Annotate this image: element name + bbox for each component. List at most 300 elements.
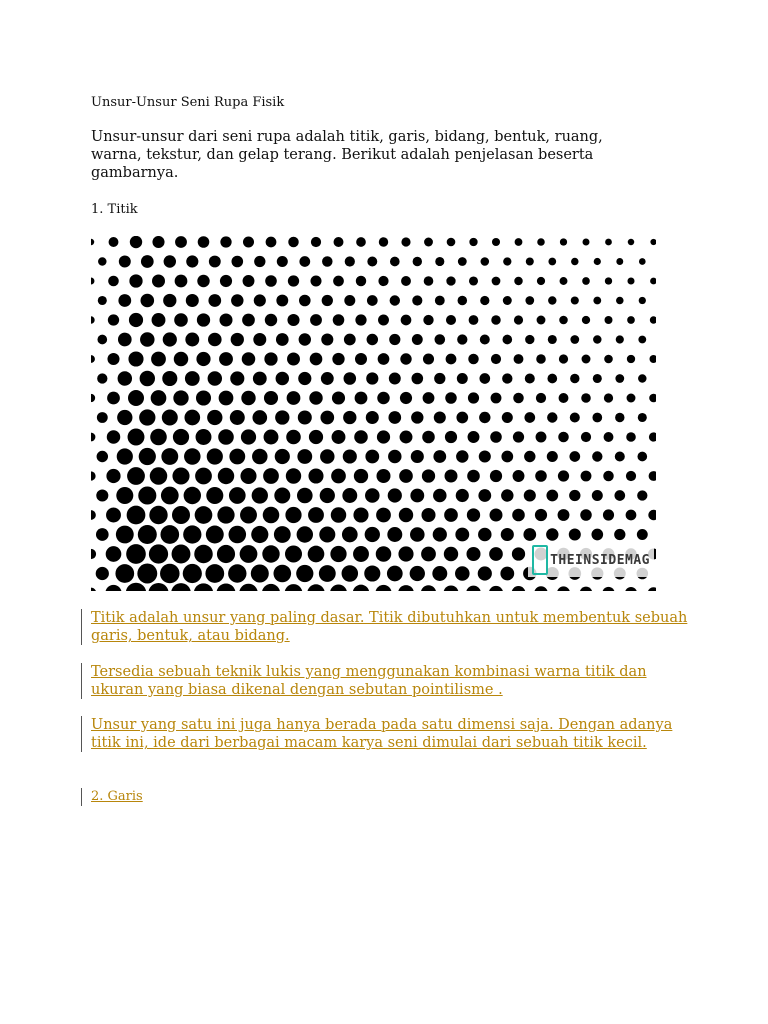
halftone-dot — [502, 412, 513, 423]
halftone-dot — [217, 584, 236, 591]
halftone-dot — [480, 335, 490, 345]
halftone-dot — [296, 565, 313, 582]
halftone-dot — [526, 257, 534, 265]
halftone-dot — [321, 333, 333, 345]
halftone-dot — [388, 488, 402, 502]
halftone-dot — [219, 391, 234, 406]
halftone-dot — [126, 544, 146, 564]
halftone-dot — [152, 275, 165, 288]
halftone-dot — [411, 373, 423, 385]
halftone-dot — [229, 487, 246, 504]
halftone-dot — [311, 237, 321, 247]
halftone-dot — [638, 374, 646, 382]
halftone-dot — [400, 392, 412, 404]
halftone-dot — [378, 315, 389, 326]
halftone-dot — [298, 372, 311, 385]
intro-paragraph: Unsur-unsur dari seni rupa adalah titik, garis, bidang, bentuk, ruang, warna, tekstur, dan gelap terang. Berikut adalah penjelasan beserta gambarnya. — [91, 129, 603, 181]
halftone-dot — [108, 314, 119, 325]
halftone-dot — [126, 583, 147, 591]
halftone-dot — [478, 566, 492, 580]
halftone-dot — [297, 488, 313, 504]
halftone-dot — [649, 471, 656, 481]
halftone-dot — [367, 334, 378, 345]
halftone-dot — [410, 527, 425, 542]
halftone-dot — [558, 432, 569, 443]
halftone-dot — [265, 314, 277, 326]
halftone-dot — [615, 451, 625, 461]
halftone-dot — [343, 449, 357, 463]
halftone-dot — [172, 467, 189, 484]
halftone-dot — [332, 391, 345, 404]
halftone-dot — [161, 487, 179, 505]
halftone-dot — [433, 450, 446, 463]
halftone-dot — [480, 296, 489, 305]
halftone-dot — [197, 275, 209, 287]
halftone-dot — [603, 471, 614, 482]
halftone-dot — [558, 509, 570, 521]
halftone-dot — [184, 487, 201, 504]
halftone-dot — [445, 431, 457, 443]
halftone-dot — [469, 238, 477, 246]
halftone-dot — [605, 277, 612, 284]
halftone-dot — [628, 239, 634, 245]
halftone-dot — [307, 584, 324, 591]
halftone-dot — [582, 277, 590, 285]
halftone-dot — [525, 296, 534, 305]
halftone-dot — [649, 432, 656, 441]
halftone-dot — [150, 467, 167, 484]
halftone-dot — [276, 333, 289, 346]
halftone-dot — [320, 411, 334, 425]
halftone-dot — [197, 313, 210, 326]
halftone-dot — [208, 294, 221, 307]
halftone-dot — [91, 239, 94, 245]
halftone-dot — [616, 335, 624, 343]
halftone-dot — [130, 236, 142, 248]
halftone-dot — [322, 295, 333, 306]
halftone-dot — [217, 545, 235, 563]
halftone-dot — [194, 583, 213, 591]
halftone-dot — [536, 432, 547, 443]
halftone-dot — [185, 371, 200, 386]
halftone-dot — [501, 489, 513, 501]
halftone-dot — [119, 256, 131, 268]
halftone-dot — [614, 490, 625, 501]
halftone-dot — [501, 528, 514, 541]
halftone-dot — [525, 373, 535, 383]
halftone-dot — [446, 354, 457, 365]
halftone-dot — [149, 506, 167, 524]
halftone-dot — [140, 332, 155, 347]
halftone-dot — [455, 528, 469, 542]
halftone-dot — [525, 335, 534, 344]
halftone-dot — [458, 257, 467, 266]
halftone-dot — [97, 335, 107, 345]
halftone-dot — [423, 353, 434, 364]
halftone-dot — [424, 276, 434, 286]
halftone-dot — [355, 392, 368, 405]
halftone-dot — [390, 295, 400, 305]
halftone-dot — [218, 468, 234, 484]
halftone-dot — [605, 316, 613, 324]
halftone-dot — [367, 295, 378, 306]
halftone-dot — [308, 507, 324, 523]
halftone-dot — [139, 448, 156, 465]
halftone-dot — [138, 486, 156, 504]
halftone-dot — [264, 430, 279, 445]
halftone-dot — [91, 316, 95, 323]
halftone-dot — [343, 411, 356, 424]
halftone-dot — [162, 410, 178, 426]
halftone-dot — [594, 258, 601, 265]
halftone-dot — [412, 295, 422, 305]
halftone-dot — [321, 372, 334, 385]
halftone-dot — [650, 239, 656, 245]
halftone-dot — [492, 277, 501, 286]
halftone-dot — [285, 507, 301, 523]
halftone-dot — [345, 256, 355, 266]
link-text-dimensi[interactable]: Unsur yang satu ini juga hanya berada pada satu dimensi saja. Dengan adanya titik ini, ide dari berbagai macam karya seni dimulai dari sebuah titik kecil. — [91, 717, 673, 751]
halftone-dot — [320, 449, 334, 463]
halftone-dot — [332, 430, 346, 444]
halftone-dot — [228, 564, 246, 582]
halftone-dot — [105, 585, 121, 591]
halftone-dot — [479, 450, 491, 462]
link-text-garis[interactable]: 2. Garis — [91, 789, 143, 804]
halftone-dot — [97, 451, 108, 462]
halftone-dot — [648, 587, 656, 591]
halftone-dot — [353, 507, 368, 522]
watermark-text: THEINSIDEMAG — [550, 552, 650, 568]
halftone-dot — [219, 313, 232, 326]
halftone-dot — [479, 373, 490, 384]
halftone-dot — [183, 525, 201, 543]
halftone-dot — [455, 566, 470, 581]
halftone-dot — [491, 315, 500, 324]
halftone-dot — [141, 255, 154, 268]
halftone-dot — [163, 294, 176, 307]
halftone-dot — [230, 410, 245, 425]
halftone-dot — [583, 239, 590, 246]
phone-logo-icon — [532, 545, 548, 575]
halftone-dot — [468, 392, 479, 403]
halftone-dot — [164, 255, 176, 267]
halftone-dot — [243, 236, 254, 247]
halftone-dot — [377, 430, 390, 443]
halftone-dot — [379, 237, 388, 246]
halftone-dot — [334, 237, 344, 247]
halftone-dot — [106, 546, 122, 562]
halftone-dot — [537, 316, 546, 325]
halftone-dot — [502, 373, 512, 383]
halftone-dot — [457, 373, 468, 384]
halftone-dot — [639, 297, 646, 304]
halftone-dot — [534, 586, 548, 591]
halftone-dot — [637, 452, 647, 462]
halftone-dot — [446, 276, 455, 285]
halftone-dot — [637, 490, 647, 500]
halftone-dot — [186, 255, 198, 267]
halftone-dot — [570, 412, 580, 422]
halftone-dot — [218, 429, 234, 445]
halftone-dot — [444, 508, 458, 522]
halftone-dot — [366, 372, 378, 384]
halftone-dot — [604, 393, 613, 402]
halftone-dot — [491, 393, 502, 404]
halftone-dot — [434, 373, 445, 384]
halftone-dot — [501, 451, 513, 463]
halftone-dot — [277, 256, 288, 267]
halftone-dot — [97, 412, 108, 423]
halftone-dot — [254, 294, 266, 306]
halftone-dot — [423, 392, 435, 404]
halftone-dot — [91, 433, 95, 442]
halftone-dot — [387, 566, 403, 582]
halftone-dot — [398, 546, 413, 561]
link-text-pointilisme[interactable]: Tersedia sebuah teknik lukis yang menggunakan kombinasi warna titik dan ukuran yang biasa dikenal dengan sebutan pointilisme . — [91, 664, 647, 698]
halftone-dot — [524, 451, 535, 462]
halftone-dot — [333, 276, 344, 287]
halftone-dot — [308, 468, 323, 483]
halftone-dot — [512, 547, 525, 560]
halftone-dot — [503, 257, 511, 265]
halftone-dot — [273, 565, 291, 583]
halftone-dot — [580, 587, 593, 591]
halftone-dot — [139, 409, 155, 425]
halftone-dot — [512, 509, 525, 522]
halftone-dot — [116, 487, 133, 504]
halftone-dot — [376, 508, 391, 523]
halftone-dot — [537, 238, 545, 246]
halftone-dot — [627, 355, 635, 363]
halftone-dot — [118, 371, 132, 385]
halftone-dot — [592, 451, 602, 461]
halftone-dot — [557, 586, 570, 591]
halftone-dot — [639, 258, 646, 265]
halftone-dot — [196, 390, 211, 405]
halftone-dot — [299, 256, 310, 267]
halftone-dot — [443, 585, 458, 591]
halftone-dot — [288, 275, 299, 286]
halftone-dot — [536, 354, 546, 364]
halftone-dot — [378, 353, 390, 365]
halftone-dot — [411, 450, 424, 463]
halftone-dot — [580, 509, 592, 521]
halftone-dot — [627, 277, 634, 284]
halftone-dot — [185, 333, 199, 347]
link-paragraph-dimensi[interactable] — [81, 716, 691, 752]
halftone-dot — [229, 526, 247, 544]
halftone-dot — [515, 238, 523, 246]
halftone-dot — [399, 508, 413, 522]
halftone-dot — [388, 411, 401, 424]
halftone-dot — [310, 314, 322, 326]
halftone-dot — [604, 355, 613, 364]
halftone-dot — [118, 333, 132, 347]
halftone-dot — [109, 237, 119, 247]
halftone-dot — [91, 588, 96, 591]
halftone-dot — [422, 431, 435, 444]
link-paragraph-garis[interactable] — [81, 788, 291, 806]
halftone-dot — [171, 583, 191, 591]
halftone-dot — [342, 565, 358, 581]
link-paragraph-titik-definition[interactable] — [81, 609, 691, 645]
halftone-dot — [252, 449, 267, 465]
halftone-dot — [616, 258, 623, 265]
halftone-dot — [264, 352, 277, 365]
halftone-dot — [410, 489, 424, 503]
halftone-dot — [322, 256, 333, 267]
halftone-dot — [649, 394, 656, 403]
halftone-dot — [344, 372, 357, 385]
halftone-dot — [175, 236, 187, 248]
halftone-dot — [444, 547, 458, 561]
halftone-dot — [512, 586, 526, 591]
halftone-dot — [513, 431, 524, 442]
halftone-dot — [118, 294, 131, 307]
halftone-dot — [208, 333, 222, 347]
halftone-dot — [310, 275, 321, 286]
halftone-dot — [546, 490, 558, 502]
halftone-dot — [445, 470, 458, 483]
halftone-dot — [481, 257, 490, 266]
halftone-dot — [160, 564, 180, 584]
halftone-dot — [310, 353, 323, 366]
halftone-dot — [433, 527, 447, 541]
halftone-dot — [287, 353, 300, 366]
halftone-dot — [128, 390, 144, 406]
halftone-dot — [648, 510, 656, 520]
halftone-dot — [413, 257, 422, 266]
halftone-dot — [535, 470, 547, 482]
halftone-dot — [231, 294, 243, 306]
halftone-dot — [421, 508, 435, 522]
halftone-dot — [491, 354, 501, 364]
halftone-dot — [422, 469, 435, 482]
halftone-dot — [524, 412, 535, 423]
halftone-dot — [141, 294, 155, 308]
halftone-dot — [262, 545, 279, 562]
halftone-dot — [593, 374, 602, 383]
halftone-dot — [172, 506, 190, 524]
halftone-dot — [376, 546, 392, 562]
halftone-dot — [253, 333, 266, 346]
halftone-dot — [365, 450, 379, 464]
halftone-dot — [435, 296, 445, 306]
halftone-dot — [591, 529, 603, 541]
halftone-dot — [390, 257, 400, 267]
halftone-dot — [456, 489, 469, 502]
halftone-dot — [96, 489, 108, 501]
halftone-dot — [469, 315, 479, 325]
halftone-dot — [626, 432, 636, 442]
halftone-dot — [377, 469, 391, 483]
halftone-dot — [243, 275, 255, 287]
halftone-dot — [503, 296, 512, 305]
halftone-dot — [377, 392, 389, 404]
halftone-dot — [615, 374, 624, 383]
halftone-dot — [107, 353, 119, 365]
halftone-dot — [627, 394, 636, 403]
halftone-dot — [523, 528, 536, 541]
halftone-dot — [184, 410, 200, 426]
halftone-dot — [421, 547, 436, 562]
halftone-dot — [173, 429, 189, 445]
halftone-dot — [514, 315, 523, 324]
halftone-dot — [149, 544, 168, 563]
halftone-dot — [400, 431, 413, 444]
halftone-dot — [195, 506, 213, 524]
halftone-dot — [219, 352, 233, 366]
halftone-dot — [207, 448, 223, 464]
halftone-dot — [161, 448, 178, 465]
halftone-dot — [638, 336, 646, 344]
halftone-dot — [571, 296, 579, 304]
halftone-dot — [138, 525, 157, 544]
halftone-dot — [514, 354, 524, 364]
halftone-dot — [240, 468, 256, 484]
halftone-dot — [342, 488, 357, 503]
halftone-dot — [174, 313, 188, 327]
halftone-dot — [297, 526, 313, 542]
halftone-dot — [604, 432, 614, 442]
link-text-titik-definition[interactable]: Titik adalah unsur yang paling dasar. Titik dibutuhkan untuk membentuk sebuah garis, bentuk, atau bidang. — [91, 610, 688, 644]
halftone-dot — [366, 411, 379, 424]
halftone-dot — [285, 545, 302, 562]
halftone-dot — [129, 313, 143, 327]
halftone-dot — [208, 371, 222, 385]
halftone-dot — [129, 274, 142, 287]
halftone-dot — [299, 333, 311, 345]
halftone-dot — [650, 316, 656, 323]
halftone-dot — [206, 487, 223, 504]
halftone-dot — [286, 430, 301, 445]
halftone-dot — [240, 545, 258, 563]
halftone-dot — [287, 391, 301, 405]
halftone-dot — [184, 448, 201, 465]
halftone-dot — [605, 239, 612, 246]
halftone-dot — [355, 353, 367, 365]
halftone-dot — [401, 315, 412, 326]
halftone-dot — [626, 510, 637, 521]
halftone-dot — [399, 469, 413, 483]
halftone-dot — [98, 296, 107, 305]
halftone-dot — [320, 488, 335, 503]
halftone-dot — [115, 564, 134, 583]
halftone-dot — [319, 565, 336, 582]
halftone-dot — [356, 276, 366, 286]
halftone-dot — [251, 526, 268, 543]
halftone-dot — [559, 316, 568, 325]
halftone-dots-image — [91, 236, 656, 591]
halftone-dot — [251, 565, 269, 583]
halftone-dot — [220, 236, 231, 247]
halftone-dot — [299, 295, 311, 307]
halftone-dot — [458, 296, 468, 306]
halftone-dot — [232, 256, 244, 268]
halftone-dot — [468, 354, 478, 364]
halftone-dot — [107, 430, 120, 443]
link-paragraph-pointilisme[interactable] — [81, 663, 691, 699]
halftone-dot — [253, 372, 267, 386]
halftone-dot — [107, 392, 120, 405]
halftone-dot — [593, 297, 601, 305]
halftone-dot — [276, 295, 288, 307]
halftone-dot — [513, 470, 525, 482]
halftone-dot — [524, 489, 536, 501]
halftone-dot — [559, 354, 568, 363]
halftone-dot — [468, 431, 480, 443]
